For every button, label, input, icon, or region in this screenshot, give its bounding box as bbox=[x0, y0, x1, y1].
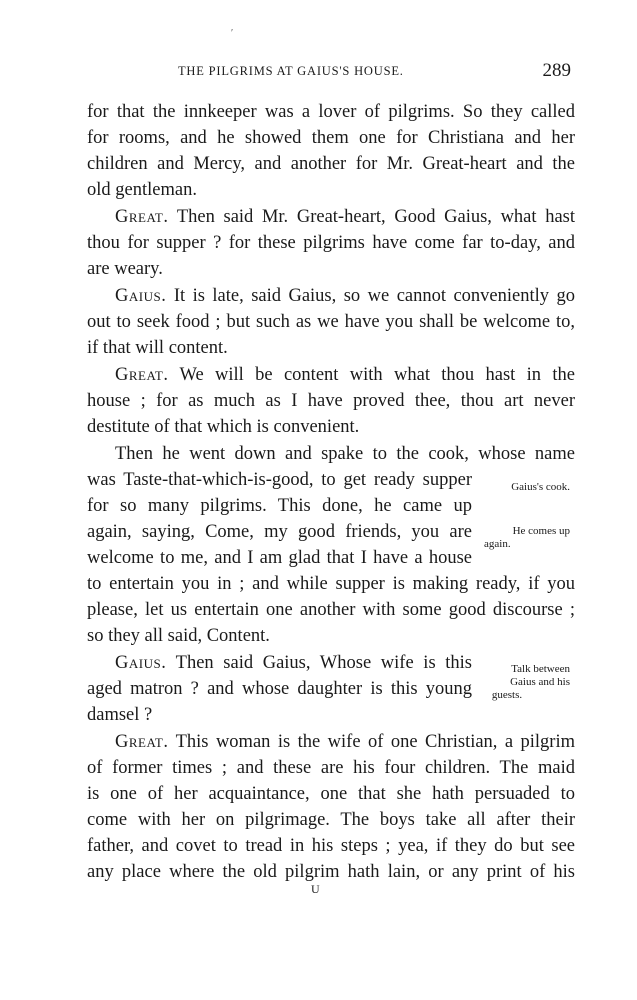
page-header bbox=[60, 62, 575, 86]
margin-note-gaius-cook: Gaius's cook. bbox=[511, 481, 570, 493]
speaker-label: Gaius. bbox=[115, 286, 167, 306]
text-line: old gentleman. bbox=[87, 180, 197, 200]
text-line: house ; for as much as I have proved thee, thou art never bbox=[87, 391, 575, 411]
stray-mark: ′ bbox=[231, 28, 234, 39]
text-segment: It is late, said Gaius, so we cannot conveniently go bbox=[173, 286, 575, 306]
signature-mark: U bbox=[311, 882, 320, 896]
text-line: any place where the old pilgrim hath lain, or any print of his bbox=[87, 862, 575, 882]
text-line: Then he went down and spake to the cook, whose name bbox=[115, 444, 575, 464]
text-line bbox=[115, 650, 472, 676]
text-line bbox=[115, 362, 575, 388]
text-line bbox=[115, 204, 575, 230]
text-line: are weary. bbox=[87, 259, 163, 279]
text-line: welcome to me, and I am glad that I have a house bbox=[87, 548, 472, 568]
text-line: destitute of that which is convenient. bbox=[87, 417, 360, 437]
text-line: was Taste-that-which-is-good, to get ready supper bbox=[87, 470, 472, 490]
text-line: for rooms, and he showed them one for Christiana and her bbox=[87, 128, 575, 148]
text-line: children and Mercy, and another for Mr. Great-heart and the bbox=[87, 154, 575, 174]
speaker-label: Great. bbox=[115, 732, 169, 752]
text-line: of former times ; and these are his four children. The maid bbox=[87, 758, 575, 778]
text-line: for that the innkeeper was a lover of pilgrims. So they called bbox=[87, 102, 575, 122]
text-line: to entertain you in ; and while supper is making ready, if you bbox=[87, 574, 575, 594]
margin-note-talk-cont: Gaius and his bbox=[510, 676, 570, 688]
margin-note-talk-end: guests. bbox=[491, 689, 523, 701]
text-line: for so many pilgrims. This done, he came up bbox=[87, 496, 472, 516]
text-segment: This woman is the wife of one Christian, a pilgrim bbox=[175, 732, 575, 752]
text-line: is one of her acquaintance, one that she hath persuaded to bbox=[87, 784, 575, 804]
text-line: come with her on pilgrimage. The boys take all after their bbox=[87, 810, 575, 830]
text-segment: Then said Gaius, Whose wife is this bbox=[175, 653, 473, 673]
text-line: thou for supper ? for these pilgrims have come far to-day, and bbox=[87, 233, 575, 253]
speaker-label: Gaius. bbox=[115, 653, 167, 673]
margin-note-comes-up-cont: again. bbox=[484, 538, 511, 550]
text-line: father, and covet to tread in his steps ; yea, if they do but see bbox=[87, 836, 575, 856]
page-number: 289 bbox=[542, 60, 571, 81]
text-line: damsel ? bbox=[87, 705, 153, 725]
text-line: aged matron ? and whose daughter is this young bbox=[87, 679, 472, 699]
text-line: again, saying, Come, my good friends, you are bbox=[87, 522, 472, 542]
text-line: out to seek food ; but such as we have you shall be welcome to, bbox=[87, 312, 575, 332]
text-line bbox=[115, 729, 575, 755]
text-line bbox=[115, 283, 575, 309]
margin-note-talk: Talk between bbox=[511, 663, 570, 675]
speaker-label: Great. bbox=[115, 365, 169, 385]
running-title: THE PILGRIMS AT GAIUS'S HOUSE. bbox=[178, 64, 404, 78]
text-segment: Then said Mr. Great-heart, Good Gaius, what hast bbox=[176, 207, 575, 227]
text-line: so they all said, Content. bbox=[87, 626, 270, 646]
text-segment: We will be content with what thou hast in the bbox=[179, 365, 575, 385]
speaker-label: Great. bbox=[115, 207, 169, 227]
text-line: if that will content. bbox=[87, 338, 228, 358]
margin-note-comes-up: He comes up bbox=[512, 525, 570, 537]
text-line: please, let us entertain one another with some good discourse ; bbox=[87, 600, 575, 620]
